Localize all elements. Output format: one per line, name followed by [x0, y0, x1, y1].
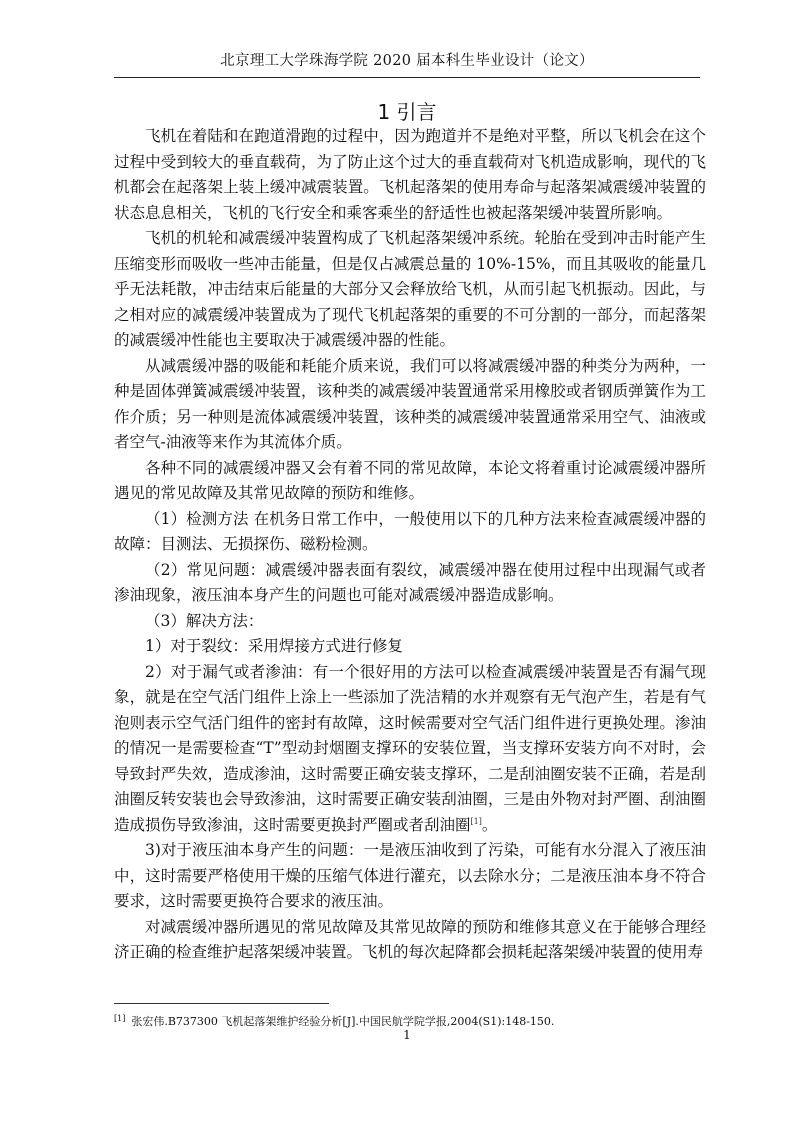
paragraph: 对减震缓冲器所遇见的常见故障及其常见故障的预防和维修其意义在于能够合理经济正确的检查维护起落架缓冲装置。飞机的每次起降都会损耗起落架缓冲装置的使用寿 [114, 917, 706, 961]
paragraph: 从减震缓冲器的吸能和耗能介质来说，我们可以将减震缓冲器的种类分为两种，一种是固体弹簧减震缓冲装置，该种类的减震缓冲装置通常采用橡胶或者钢质弹簧作为工作介质；另一种则是流体减震缓冲装置，该种类的减震缓冲装置通常采用空气、油液或者空气-油液等来作为其流体介质。 [114, 356, 706, 451]
paragraph-text: 2）对于漏气或者渗油：有一个很好用的方法可以检查减震缓冲装置是否有漏气现象，就是在空气活门组件上涂上一些添加了洗洁精的水并观察有无气泡产生，若是有气泡则表示空气活门组件的密封有故障，这时候需要对空气活门组件进行更换处理。渗油的情况一是需要检查“T”型动封烟圈支撑环的安装位置，当支撑环安装方向不对时，会导致封严失效，造成渗油，这时需要正确安装支撑环，二是刮油圈安装不正确，若是刮油圈反转安装也会导致渗油，这时需要正确安装刮油圈，三是由外物对封严圈、刮油圈造成损伤导致渗油，这时需要更换封严圈或者刮油圈 [114, 662, 706, 834]
header-divider [114, 77, 700, 78]
footnote-divider [114, 1003, 329, 1004]
paragraph-with-citation [114, 660, 706, 839]
page-number: 1 [403, 1028, 411, 1042]
paragraph: 飞机的机轮和减震缓冲装置构成了飞机起落架缓冲系统。轮胎在受到冲击时能产生压缩变形而吸收一些冲击能量，但是仅占减震总量的 10%-15%，而且其吸收的能量几乎无法耗散，冲击结束后能量的大部分又会释放给飞机，从而引起飞机振动。因此，与之相对应的减震缓冲装置成为了现代飞机起落架的重要的不可分割的一部分，而起落架的减震缓冲性能也主要取决于减震缓冲器的性能。 [114, 229, 706, 349]
paragraph: （2）常见问题：减震缓冲器表面有裂纹，减震缓冲器在使用过程中出现漏气或者渗油现象，液压油本身产生的问题也可能对减震缓冲器造成影响。 [114, 560, 706, 604]
paragraph: 3)对于液压油本身产生的问题：一是液压油收到了污染，可能有水分混入了液压油中，这时需要严格使用干燥的压缩气体进行灌充，以去除水分；二是液压油本身不符合要求，这时需要更换符合要求的液压油。 [114, 841, 706, 910]
body-text [114, 124, 706, 966]
paragraph: 各种不同的减震缓冲器又会有着不同的常见故障，本论文将着重讨论减震缓冲器所遇见的常见故障及其常见故障的预防和维修。 [114, 458, 706, 502]
footnote-mark: [1] [114, 1014, 126, 1023]
section-title: 1 引言 [377, 100, 437, 124]
paragraph: 1）对于裂纹：采用焊接方式进行修复 [145, 637, 403, 655]
paragraph: （3）解决方法： [145, 611, 264, 630]
paragraph: 飞机在着陆和在跑道滑跑的过程中，因为跑道并不是绝对平整，所以飞机会在这个过程中受到较大的垂直载荷，为了防止这个过大的垂直载荷对飞机造成影响，现代的飞机都会在起落架上装上缓冲减震装置。飞机起落架的使用寿命与起落架减震缓冲装置的状态息息相关，飞机的飞行安全和乘客乘坐的舒适性也被起落架缓冲装置所影响。 [114, 127, 706, 222]
citation-marker[interactable]: [1] [470, 816, 482, 826]
footnote-text: 张宏伟.B737300 飞机起落架维护经验分析[J].中国民航学院学报,2004(S1):148-150. [131, 1015, 555, 1028]
citation-trailing-text: 。 [481, 815, 498, 834]
running-header: 北京理工大学珠海学院 2020 届本科生毕业设计（论文） [220, 53, 594, 69]
paragraph: （1）检测方法 在机务日常工作中，一般使用以下的几种方法来检查减震缓冲器的故障：目测法、无损探伤、磁粉检测。 [114, 509, 706, 553]
